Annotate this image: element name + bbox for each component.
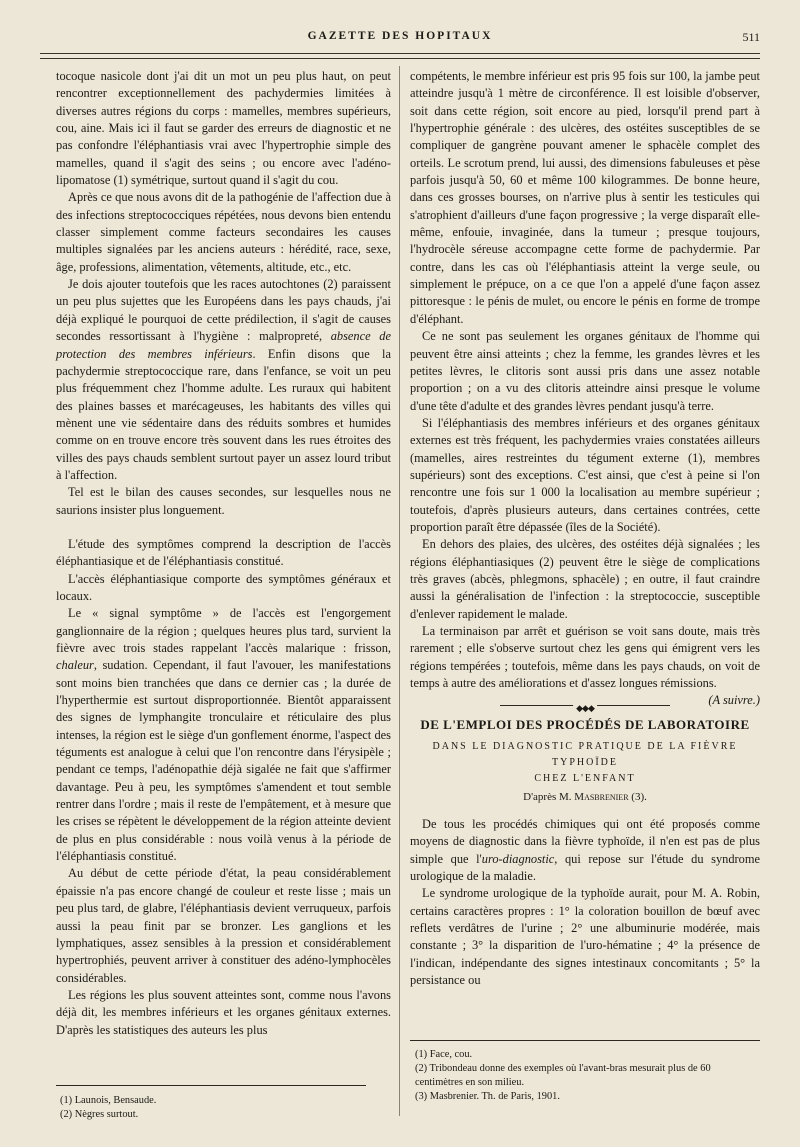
byline-prefix: D'après M. [523,790,572,803]
paragraph [410,623,760,708]
article-title: DE L'EMPLOI DES PROCÉDÉS DE LABORATOIRE [420,717,750,733]
article-byline [410,789,760,806]
emphasis: absence de protection des membres inférieurs [56,329,391,361]
paragraph: L'accès éléphantiasique comporte des symptômes généraux et locaux. [56,571,391,603]
paragraph: compétents, le membre inférieur est pris 95 fois sur 100, la jambe peut atteindre jusqu'à 1 mètre de circonférence. Il est loisible d'observer, soit dans cette région, soit encore au pied, lorsqu'il prend part à l'hypertrophie générale : des ulcères, des ostéites susceptibles de se compliquer de gangrène pouvant amener le sphacèle complet des orteils. Le scrotum prend, lui aussi, des dimensions fabuleuses et pèse parfois jusqu'à 50, 60 et même 100 kilogrammes. De bonne heure, dans ces grosses bourses, on n'arrive plus à sentir les testicules qui s'atrophient d'ailleurs d'une façon progressive ; la verge disparaît elle-même, enfouie, invaginée, dans la tumeur ; presque toujours, l'hydrocèle séreuse accompagne cette forme de pachydermie. Par contre, dans les cas où l'éléphantiasis atteint la verge seule, ou simplement le prépuce, on a ce que l'on a appelé d'une façon assez pittoresque : le pénis de mulet, ou encore le pénis en forme de trompe d'éléphant. [410,69,760,326]
article-subtitle: DANS LE DIAGNOSTIC PRATIQUE DE LA FIÈVRE TYPHOÏDE [432,740,738,768]
paragraph: Si l'éléphantiasis des membres inférieurs et des organes génitaux externes est très fréquent, les pachydermies vraies constatées ailleurs (mamelles, aires restreintes du tégument externe (1), membres supérieurs) sont des exceptions. C'est ainsi, que c'est à peine si l'on rencontre une fois sur 1 000 la localisation au membre supérieur ; toutefois, d'après plusieurs auteurs, dans certaines contrées, cette proportion paraît être dépassée (îles de la Société). [410,415,760,534]
footnote: (2) Tribondeau donne des exemples où l'avant-bras mesurait plus de 60 centimètres en son milieu. [415,1063,711,1088]
page-number: 511 [742,30,760,44]
header-rule [40,53,760,54]
paragraph: En dehors des plaies, des ulcères, des ostéites déjà signalées ; les régions éléphantiasiques (2) peuvent être le siège de complications très graves (abcès, phlegmons, sphacèle) ; en outre, il faut craindre aussi la généralisation de l'infection : la streptococcie, susceptible d'enlever rapidement le malade. [410,537,760,621]
paragraph [410,816,760,885]
paragraph: Après ce que nous avons dit de la pathogénie de l'affection due à des infections streptococciques répétées, nous devons bien entendu classer simplement comme facteurs secondaires les causes multiples signalées par les anciens auteurs : hérédité, race, sexe, âge, professions, alimentation, vêtements, altitude, etc., etc. [56,190,391,274]
text-run: Je dois ajouter toutefois que les races autochtones (2) paraissent un peu plus sujettes que les Européens dans les pays chauds, j'ai déjà expliqué le pourquoi de cette prédilection, il s'agit de causes secondes ressortissant à l'hygiène : malpropreté, [56,277,391,344]
emphasis: uro-diagnostic [481,851,555,866]
text-run: De tous les procédés chimiques qui ont été proposés comme moyens de diagnostic dans la fièvre typhoïde, il n'en est pas de plus simple que l' [410,817,760,866]
header-rule-thin [40,58,760,59]
paragraph [56,605,391,865]
journal-title: GAZETTE DES HOPITAUX [307,30,493,42]
footnote: (3) Masbrenier. Th. de Paris, 1901. [415,1091,560,1102]
article-subtitle-2: CHEZ L'ENFANT [534,772,636,784]
paragraph: L'étude des symptômes comprend la description de l'accès éléphantiasique et de l'éléphantiasis constitué. [56,536,391,569]
byline-author: Masbrenier [574,790,629,803]
paragraph: Le syndrome urologique de la typhoïde aurait, pour M. A. Robin, certains caractères propres : 1° la coloration bouillon de bœuf avec reflets verdâtres de l'urine ; 2° une albuminurie modérée, mais constante ; 3° la disparition de l'uro-hématine ; 4° la présence de l'indican, indépendante des signes intestinaux concomitants ; 5° la persistance ou [410,886,760,988]
text-run: La terminaison par arrêt et guérison se voit sans doute, mais très rarement ; elle s'observe surtout chez les gens qui émigrent vers les régions tempérées ; toutefois, même dans les pays chauds, on voit de temps à autre des améliorations et d'assez longues rémissions. [410,624,760,691]
page-header [40,30,760,50]
paragraph: Les régions les plus souvent atteintes sont, comme nous l'avons déjà dit, les membres inférieurs et les organes génitaux externes. D'après les statistiques des auteurs les plus [56,987,391,1037]
text-run: . Enfin disons que la pachydermie streptococcique rare, dans l'enfance, se voit un peu plus fréquemment chez l'homme adulte. Les ruraux qui habitent des plaines basses et marécageuses, les habitants des villes qui mènent une vie sédentaire dans des réduits sombres et humides comme on en trouve encore très souvent dans les rues étroites des villes des pays chauds semblent surtout payer un assez lourd tribut à l'affection. [56,346,391,482]
left-column [56,68,391,1039]
byline-suffix: (3). [631,790,647,803]
paragraph: Au début de cette période d'état, la peau considérablement épaissie n'a pas encore changé de couleur et reste lisse ; mais un peu plus tard, de glabre, l'éléphantiasis devient verruqueux, parfois aussi la peau finit par se bronzer. Les ganglions et les lymphatiques, assez sensibles à la pression et considérablement hypertrophiés, peuvent arriver à constituer des adéno-lymphocèles considérables. [56,866,391,985]
column-divider [399,66,400,1116]
text-run: , qui repose sur l'étude du syndrome urologique de la maladie. [410,851,760,884]
paragraph: Tel est le bilan des causes secondes, sur lesquelles nous ne saurions insister plus longuement. [56,485,391,517]
right-column [410,68,760,990]
paragraph [56,276,391,484]
text-run: Le « signal symptôme » de l'accès est l'engorgement ganglionnaire de la région ; quelques heures plus tard, survient la fièvre avec trois stades rappelant l'accès malarique : frisson, [56,606,391,655]
ornament-icon: ◆◆◆ [573,700,597,717]
section-ornament [500,701,670,714]
footnote-rule [56,1085,366,1086]
emphasis: chaleur [56,658,94,673]
paragraph: tocoque nasicole dont j'ai dit un mot un peu plus haut, on peut rencontrer exceptionnellement des pachydermies limitées à diverses autres régions du corps : mamelles, membres supérieurs, cou, aine. Mais ici il faut se garder des erreurs de diagnostic et ne pas confondre l'éléphantiasis vrai avec l'hypertrophie simple des mamelles, quand il s'agit des seins ; ou encore avec l'adéno-lipomatose (1) symétrique, surtout quand il s'agit du cou. [56,69,391,188]
left-footnotes [60,1094,156,1122]
footnote-rule [410,1040,760,1041]
footnote: (1) Launois, Bensaude. [60,1095,157,1106]
footnote: (2) Nègres surtout. [60,1109,139,1120]
text-run: , sudation. Cependant, il faut l'avouer, les manifestations sont moins bien tranchées que dans ce dernier cas ; la durée de l'hyperthermie est surtout disproportionnée. Bientôt apparaissent des signes de lymphangite tronculaire et réticulaire des plus intenses, la région est le siège d'un gonflement énorme, l'aspect des téguments est analogue à celui que l'on rencontre dans l'érysipèle ; pendant ce temps, l'adénopathie déjà sigalée ne fait que s'affirmer davantage. Peu à peu, les symptômes s'amendent et tout semble rentrer dans l'ordre ; mais il reste de l'empâtement, et à mesure que les crises se répètent le développement de la région atteinte devient de plus en plus considérable : nous voilà venus à la période de l'éléphantiasis constitué. [56,658,391,864]
footnote: (1) Face, cou. [415,1049,473,1060]
paragraph: Ce ne sont pas seulement les organes génitaux de l'homme qui peuvent être ainsi atteints ; chez la femme, les grandes lèvres et les petites lèvres, le clitoris sont aussi pris dans une assez notable proportion ; on a vu des clitoris atteindre ainsi presque le volume d'une tête d'adulte et des grandes lèvres pendant jusqu'à terre. [410,329,760,413]
right-footnotes [415,1048,760,1104]
continuation-note: (A suivre.) [708,693,760,708]
